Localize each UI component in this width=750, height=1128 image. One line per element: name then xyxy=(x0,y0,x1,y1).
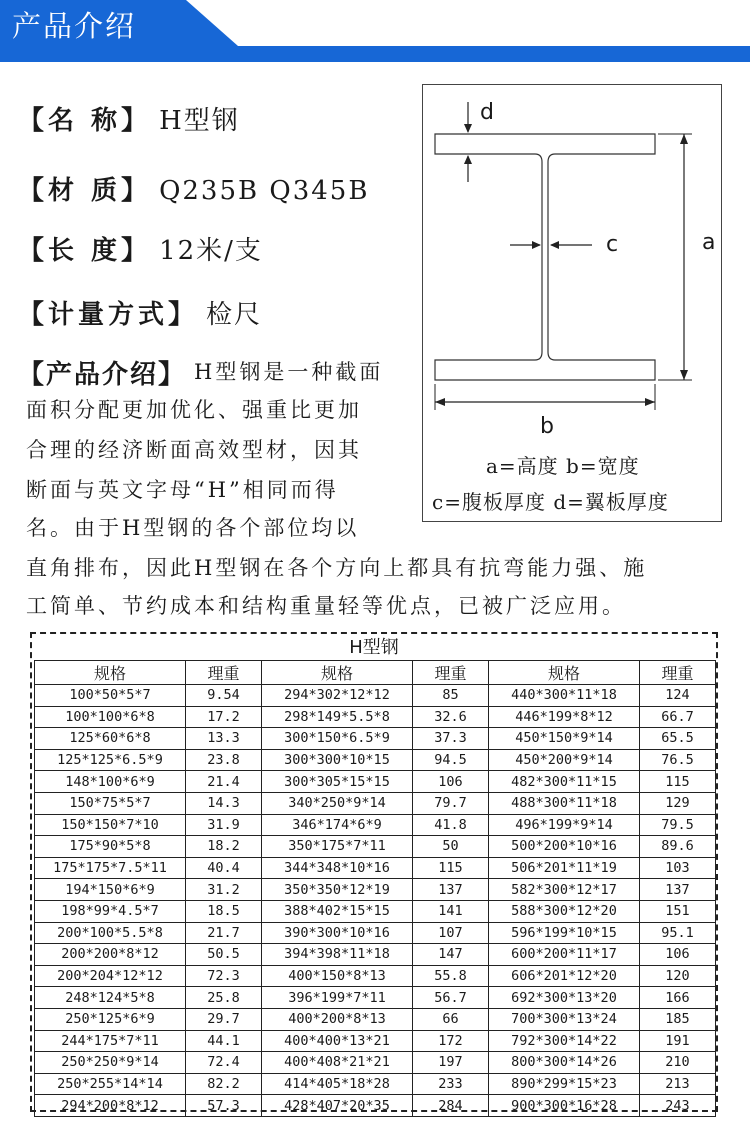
spec-cell: 350*175*7*11 xyxy=(262,836,413,858)
attr-label: 【计量方式】 xyxy=(18,300,199,330)
spec-grid xyxy=(34,660,716,1117)
weight-cell: 82.2 xyxy=(186,1073,262,1095)
header-spec: 规格 xyxy=(35,661,186,685)
spec-cell: 248*124*5*8 xyxy=(35,987,186,1009)
table-row xyxy=(35,771,716,793)
spec-cell: 390*300*10*16 xyxy=(262,922,413,944)
spec-cell: 400*200*8*13 xyxy=(262,1008,413,1030)
table-title: H型钢 xyxy=(349,637,399,658)
spec-cell: 388*402*15*15 xyxy=(262,900,413,922)
weight-cell: 89.6 xyxy=(640,836,716,858)
attr-label: 【长 度】 xyxy=(18,236,152,266)
spec-cell: 600*200*11*17 xyxy=(489,944,640,966)
table-row xyxy=(35,792,716,814)
weight-cell: 50.5 xyxy=(186,944,262,966)
spec-cell: 294*302*12*12 xyxy=(262,685,413,707)
spec-cell: 175*90*5*8 xyxy=(35,836,186,858)
attr-value: 检尺 xyxy=(206,300,263,330)
weight-cell: 56.7 xyxy=(413,987,489,1009)
weight-cell: 95.1 xyxy=(640,922,716,944)
weight-cell: 32.6 xyxy=(413,706,489,728)
header-weight: 理重 xyxy=(413,661,489,685)
spec-cell: 414*405*18*28 xyxy=(262,1073,413,1095)
spec-cell: 440*300*11*18 xyxy=(489,685,640,707)
weight-cell: 13.3 xyxy=(186,728,262,750)
spec-cell: 450*200*9*14 xyxy=(489,749,640,771)
weight-cell: 137 xyxy=(413,879,489,901)
weight-cell: 284 xyxy=(413,1095,489,1117)
weight-cell: 147 xyxy=(413,944,489,966)
spec-cell: 482*300*11*15 xyxy=(489,771,640,793)
header-banner xyxy=(0,0,750,62)
table-row xyxy=(35,749,716,771)
table-row xyxy=(35,685,716,707)
weight-cell: 44.1 xyxy=(186,1030,262,1052)
weight-cell: 31.2 xyxy=(186,879,262,901)
spec-cell: 496*199*9*14 xyxy=(489,814,640,836)
table-row xyxy=(35,1073,716,1095)
label-d: d xyxy=(480,100,494,125)
weight-cell: 191 xyxy=(640,1030,716,1052)
spec-cell: 582*300*12*17 xyxy=(489,879,640,901)
table-row xyxy=(35,706,716,728)
table-row xyxy=(35,900,716,922)
weight-cell: 66 xyxy=(413,1008,489,1030)
table-header-row xyxy=(35,661,716,685)
table-row xyxy=(35,879,716,901)
weight-cell: 106 xyxy=(413,771,489,793)
header-spec: 规格 xyxy=(262,661,413,685)
intro-line: 断面与英文字母“H”相同而得 xyxy=(26,478,339,502)
spec-cell: 890*299*15*23 xyxy=(489,1073,640,1095)
attr-measure xyxy=(18,298,262,332)
weight-cell: 40.4 xyxy=(186,857,262,879)
weight-cell: 85 xyxy=(413,685,489,707)
spec-table xyxy=(30,632,718,1112)
table-body xyxy=(35,685,716,1117)
legend-cd: c=腹板厚度 d=翼板厚度 xyxy=(432,490,669,514)
page-title: 产品介绍 xyxy=(12,9,137,43)
table-row xyxy=(35,1095,716,1117)
spec-cell: 340*250*9*14 xyxy=(262,792,413,814)
intro-label: 【产品介绍】 xyxy=(18,360,187,390)
weight-cell: 151 xyxy=(640,900,716,922)
spec-cell: 194*150*6*9 xyxy=(35,879,186,901)
spec-cell: 200*100*5.5*8 xyxy=(35,922,186,944)
weight-cell: 66.7 xyxy=(640,706,716,728)
spec-cell: 450*150*9*14 xyxy=(489,728,640,750)
header-spec: 规格 xyxy=(489,661,640,685)
spec-cell: 506*201*11*19 xyxy=(489,857,640,879)
weight-cell: 37.3 xyxy=(413,728,489,750)
intro-line: H型钢是一种截面 xyxy=(194,360,384,384)
weight-cell: 210 xyxy=(640,1052,716,1074)
attr-label: 【材 质】 xyxy=(18,176,152,206)
spec-cell: 588*300*12*20 xyxy=(489,900,640,922)
spec-cell: 175*175*7.5*11 xyxy=(35,857,186,879)
weight-cell: 17.2 xyxy=(186,706,262,728)
intro-line: 工简单、节约成本和结构重量轻等优点，已被广泛应用。 xyxy=(26,594,626,618)
weight-cell: 107 xyxy=(413,922,489,944)
intro-line: 面积分配更加优化、强重比更加 xyxy=(26,398,362,422)
weight-cell: 21.7 xyxy=(186,922,262,944)
spec-cell: 100*100*6*8 xyxy=(35,706,186,728)
weight-cell: 106 xyxy=(640,944,716,966)
spec-cell: 446*199*8*12 xyxy=(489,706,640,728)
attr-label: 【名 称】 xyxy=(18,106,152,136)
spec-cell: 250*250*9*14 xyxy=(35,1052,186,1074)
table-row xyxy=(35,728,716,750)
weight-cell: 50 xyxy=(413,836,489,858)
intro-line: 名。由于H型钢的各个部位均以 xyxy=(26,516,360,540)
spec-cell: 300*305*15*15 xyxy=(262,771,413,793)
weight-cell: 14.3 xyxy=(186,792,262,814)
weight-cell: 120 xyxy=(640,965,716,987)
spec-cell: 294*200*8*12 xyxy=(35,1095,186,1117)
spec-cell: 125*60*6*8 xyxy=(35,728,186,750)
weight-cell: 72.4 xyxy=(186,1052,262,1074)
spec-cell: 244*175*7*11 xyxy=(35,1030,186,1052)
table-row xyxy=(35,1052,716,1074)
weight-cell: 172 xyxy=(413,1030,489,1052)
spec-cell: 250*125*6*9 xyxy=(35,1008,186,1030)
weight-cell: 23.8 xyxy=(186,749,262,771)
weight-cell: 65.5 xyxy=(640,728,716,750)
weight-cell: 18.2 xyxy=(186,836,262,858)
spec-cell: 346*174*6*9 xyxy=(262,814,413,836)
weight-cell: 76.5 xyxy=(640,749,716,771)
attr-value: 12米/支 xyxy=(159,236,263,266)
weight-cell: 55.8 xyxy=(413,965,489,987)
spec-cell: 500*200*10*16 xyxy=(489,836,640,858)
weight-cell: 31.9 xyxy=(186,814,262,836)
weight-cell: 57.3 xyxy=(186,1095,262,1117)
attr-value: H型钢 xyxy=(159,106,240,136)
spec-cell: 900*300*16*28 xyxy=(489,1095,640,1117)
weight-cell: 9.54 xyxy=(186,685,262,707)
spec-cell: 596*199*10*15 xyxy=(489,922,640,944)
weight-cell: 103 xyxy=(640,857,716,879)
spec-cell: 150*75*5*7 xyxy=(35,792,186,814)
header-weight: 理重 xyxy=(640,661,716,685)
weight-cell: 115 xyxy=(640,771,716,793)
spec-cell: 148*100*6*9 xyxy=(35,771,186,793)
weight-cell: 197 xyxy=(413,1052,489,1074)
spec-cell: 400*150*8*13 xyxy=(262,965,413,987)
label-b: b xyxy=(540,414,554,439)
weight-cell: 124 xyxy=(640,685,716,707)
weight-cell: 18.5 xyxy=(186,900,262,922)
weight-cell: 41.8 xyxy=(413,814,489,836)
table-row xyxy=(35,814,716,836)
weight-cell: 166 xyxy=(640,987,716,1009)
spec-cell: 400*408*21*21 xyxy=(262,1052,413,1074)
weight-cell: 137 xyxy=(640,879,716,901)
weight-cell: 29.7 xyxy=(186,1008,262,1030)
table-row xyxy=(35,987,716,1009)
weight-cell: 185 xyxy=(640,1008,716,1030)
table-row xyxy=(35,1030,716,1052)
intro-line: 直角排布，因此H型钢在各个方向上都具有抗弯能力强、施 xyxy=(26,556,648,580)
weight-cell: 79.7 xyxy=(413,792,489,814)
spec-cell: 394*398*11*18 xyxy=(262,944,413,966)
label-c: c xyxy=(606,232,619,257)
weight-cell: 233 xyxy=(413,1073,489,1095)
table-row xyxy=(35,1008,716,1030)
weight-cell: 25.8 xyxy=(186,987,262,1009)
weight-cell: 243 xyxy=(640,1095,716,1117)
spec-cell: 300*300*10*15 xyxy=(262,749,413,771)
spec-cell: 198*99*4.5*7 xyxy=(35,900,186,922)
legend-ab: a=高度 b=宽度 xyxy=(486,454,640,478)
spec-cell: 488*300*11*18 xyxy=(489,792,640,814)
spec-cell: 200*200*8*12 xyxy=(35,944,186,966)
attr-value: Q235B Q345B xyxy=(159,176,370,206)
spec-cell: 250*255*14*14 xyxy=(35,1073,186,1095)
table-row xyxy=(35,857,716,879)
weight-cell: 129 xyxy=(640,792,716,814)
spec-cell: 300*150*6.5*9 xyxy=(262,728,413,750)
spec-cell: 396*199*7*11 xyxy=(262,987,413,1009)
weight-cell: 94.5 xyxy=(413,749,489,771)
spec-cell: 700*300*13*24 xyxy=(489,1008,640,1030)
label-a: a xyxy=(702,230,716,255)
spec-cell: 428*407*20*35 xyxy=(262,1095,413,1117)
table-row xyxy=(35,836,716,858)
weight-cell: 141 xyxy=(413,900,489,922)
spec-cell: 150*150*7*10 xyxy=(35,814,186,836)
weight-cell: 115 xyxy=(413,857,489,879)
table-row xyxy=(35,944,716,966)
weight-cell: 72.3 xyxy=(186,965,262,987)
weight-cell: 213 xyxy=(640,1073,716,1095)
spec-cell: 792*300*14*22 xyxy=(489,1030,640,1052)
weight-cell: 21.4 xyxy=(186,771,262,793)
spec-cell: 606*201*12*20 xyxy=(489,965,640,987)
spec-cell: 800*300*14*26 xyxy=(489,1052,640,1074)
spec-cell: 692*300*13*20 xyxy=(489,987,640,1009)
attr-material xyxy=(18,174,369,208)
spec-cell: 350*350*12*19 xyxy=(262,879,413,901)
weight-cell: 79.5 xyxy=(640,814,716,836)
header-weight: 理重 xyxy=(186,661,262,685)
table-row xyxy=(35,965,716,987)
spec-cell: 400*400*13*21 xyxy=(262,1030,413,1052)
spec-cell: 125*125*6.5*9 xyxy=(35,749,186,771)
attr-name xyxy=(18,104,240,138)
intro-line: 合理的经济断面高效型材，因其 xyxy=(26,438,362,462)
table-row xyxy=(35,922,716,944)
spec-cell: 200*204*12*12 xyxy=(35,965,186,987)
spec-cell: 298*149*5.5*8 xyxy=(262,706,413,728)
spec-cell: 100*50*5*7 xyxy=(35,685,186,707)
attr-length xyxy=(18,234,263,268)
header-band xyxy=(0,46,750,62)
h-beam-diagram xyxy=(422,84,722,522)
spec-cell: 344*348*10*16 xyxy=(262,857,413,879)
